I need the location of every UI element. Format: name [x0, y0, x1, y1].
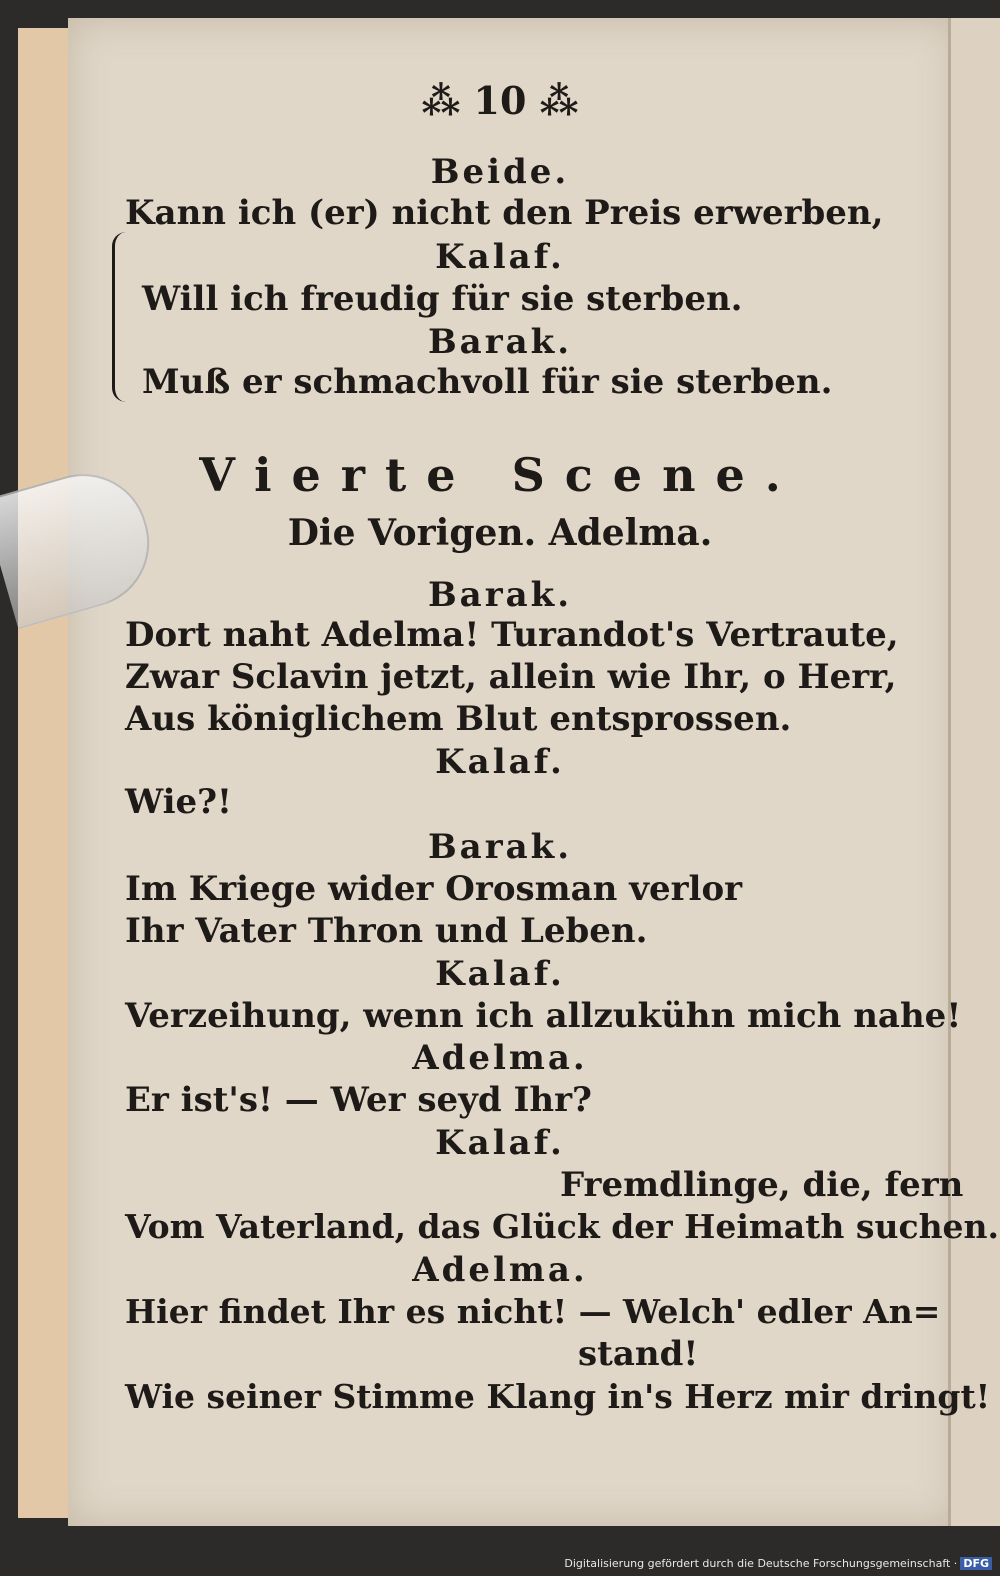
- verse-line: Ihr Vater Thron und Leben.: [125, 911, 648, 951]
- page-number: 10: [473, 78, 527, 123]
- speaker-label: Barak.: [427, 575, 573, 615]
- page-header: [120, 78, 880, 123]
- verse-line: Vom Vaterland, das Glück der Heimath suchen.: [125, 1207, 1000, 1246]
- dfg-logo: DFG: [960, 1557, 992, 1570]
- verse-line: Verzeihung, wenn ich allzukühn mich nahe!: [125, 996, 962, 1036]
- verse-line: Dort naht Adelma! Turandot's Vertraute,: [125, 615, 899, 655]
- speaker-label: Kalaf.: [435, 237, 565, 277]
- speaker-label: Barak.: [427, 827, 573, 867]
- speaker-label: Kalaf.: [435, 1123, 565, 1163]
- speaker-label: Adelma.: [412, 1038, 588, 1078]
- verse-line: stand!: [578, 1334, 699, 1374]
- verse-line: Aus königlichem Blut entsprossen.: [125, 699, 792, 739]
- verse-line: Kann ich (er) nicht den Preis erwerben,: [125, 193, 884, 233]
- digitization-footer: [564, 1557, 992, 1570]
- verse-line: Fremdlinge, die, fern: [560, 1165, 964, 1205]
- ornament-left: ⁂: [421, 78, 461, 123]
- stage-direction: Die Vorigen. Adelma.: [287, 512, 713, 554]
- speaker-label: Kalaf.: [435, 954, 565, 994]
- speaker-label: Barak.: [427, 322, 573, 362]
- verse-line: Muß er schmachvoll für sie sterben.: [142, 362, 833, 402]
- verse-line: Wie seiner Stimme Klang in's Herz mir dringt!: [125, 1377, 991, 1416]
- verse-line: Hier findet Ihr es nicht! — Welch' edler An=: [125, 1292, 941, 1331]
- verse-line: Im Kriege wider Orosman verlor: [125, 869, 743, 909]
- verse-line: Wie?!: [125, 782, 232, 822]
- speaker-label: Beide.: [430, 152, 570, 192]
- scene-heading: Vierte Scene.: [199, 448, 801, 502]
- verse-line: Zwar Sclavin jetzt, allein wie Ihr, o Herr,: [125, 657, 897, 697]
- speaker-label: Kalaf.: [435, 742, 565, 782]
- verse-line: Er ist's! — Wer seyd Ihr?: [125, 1080, 592, 1120]
- speaker-label: Adelma.: [412, 1250, 588, 1290]
- footer-text: Digitalisierung gefördert durch die Deutsche Forschungsgemeinschaft ·: [564, 1557, 958, 1570]
- facing-page-edge: [948, 18, 1000, 1526]
- verse-line: Will ich freudig für sie sterben.: [142, 279, 743, 319]
- ornament-right: ⁂: [539, 78, 579, 123]
